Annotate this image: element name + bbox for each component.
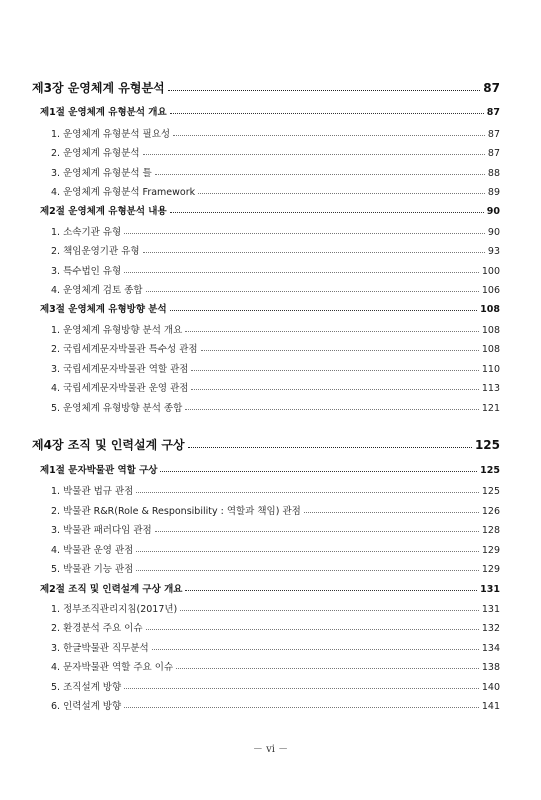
toc-item[interactable] [0,140,541,158]
item-title: 4. 문자박물관 역할 주요 이슈 [51,661,174,673]
page-number: 88 [487,167,500,179]
page-number: 87 [487,128,500,140]
dot-leader [185,590,477,591]
page-number: 125 [480,464,500,476]
page-number: 129 [481,563,500,575]
page-number: 128 [481,524,500,536]
dot-leader [170,113,484,114]
dot-leader [170,212,484,213]
toc-item[interactable] [0,258,541,276]
page-number: 113 [481,382,500,394]
item-title: 4. 국립세계문자박물관 운영 관점 [51,382,189,394]
toc-section-3-2[interactable] [0,198,541,216]
page-number: 106 [481,284,500,296]
toc-item[interactable] [0,277,541,295]
page-number: 131 [480,583,500,595]
dot-leader [188,447,472,448]
toc-item[interactable] [0,179,541,197]
toc-section-4-1[interactable] [0,457,541,475]
page-number: 87 [486,106,500,118]
toc-item[interactable] [0,654,541,672]
dot-leader [191,370,478,371]
toc-item[interactable] [0,238,541,256]
dot-leader [191,389,478,390]
dot-leader [124,233,485,234]
toc-item[interactable] [0,336,541,354]
toc-item[interactable] [0,674,541,692]
toc-item[interactable] [0,375,541,393]
dot-leader [185,331,479,332]
dot-leader [168,90,481,91]
dot-leader [160,471,477,472]
dot-leader [201,350,479,351]
dot-leader [143,252,485,253]
page-number: 129 [481,544,500,556]
dot-leader [124,688,479,689]
toc-section-3-1[interactable] [0,99,541,117]
dot-leader [180,610,479,611]
toc-section-4-2[interactable] [0,576,541,594]
page-number: 108 [481,324,500,336]
toc-item[interactable] [0,635,541,653]
item-title: 1. 운영체계 유형방향 분석 개요 [51,324,183,336]
chapter-title: 제3장 운영체계 유형분석 [32,81,165,95]
dot-leader [136,551,478,552]
page-number: 89 [487,186,500,198]
toc-chapter-3[interactable] [0,76,541,94]
dot-leader [170,310,477,311]
dot-leader [155,174,485,175]
dot-leader [155,531,479,532]
toc-section-3-3[interactable] [0,296,541,314]
toc-item[interactable] [0,121,541,139]
page-number: 87 [487,147,500,159]
item-title: 6. 인력설계 방향 [51,700,122,712]
item-title: 2. 박물관 R&R(Role & Responsibility : 역할과 책임) 관점 [51,505,301,517]
item-title: 1. 박물관 법규 관점 [51,485,134,497]
section-title: 제3절 운영체계 유형방향 분석 [40,303,167,315]
toc-item[interactable] [0,517,541,535]
item-title: 3. 한글박물관 직무분석 [51,642,149,654]
item-title: 4. 운영체계 유형분석 Framework [51,186,196,198]
section-title: 제1절 문자박물관 역할 구상 [40,464,158,476]
page-number: 138 [481,661,500,673]
page-number: 93 [487,245,500,257]
toc-item[interactable] [0,478,541,496]
chapter-title: 제4장 조직 및 인력설계 구상 [32,438,185,452]
item-title: 2. 운영체계 유형분석 [51,147,140,159]
toc-item[interactable] [0,219,541,237]
page-number: 125 [474,438,500,452]
item-title: 4. 박물관 운영 관점 [51,544,134,556]
dot-leader [136,570,478,571]
toc-chapter-4[interactable] [0,433,541,451]
dot-leader [146,629,479,630]
item-title: 5. 운영체계 유형방향 분석 종합 [51,402,183,414]
dot-leader [185,409,479,410]
toc-item[interactable] [0,556,541,574]
item-title: 1. 정부조직관리지침(2017년) [51,603,178,615]
toc-item[interactable] [0,615,541,633]
page-footer-number: － vi － [252,744,289,755]
page-number: 140 [481,681,500,693]
item-title: 2. 환경분석 주요 이슈 [51,622,143,634]
page-number: 126 [481,505,500,517]
section-title: 제2절 조직 및 인력설계 구상 개요 [40,583,183,595]
dot-leader [176,668,479,669]
dot-leader [198,193,485,194]
page-number: 131 [481,603,500,615]
dot-leader [173,135,485,136]
page-number: 100 [481,265,500,277]
page-number: 132 [481,622,500,634]
page-number: 125 [481,485,500,497]
item-title: 5. 박물관 기능 관점 [51,563,134,575]
page-number: 141 [481,700,500,712]
page-number: 110 [481,363,500,375]
item-title: 2. 국립세계문자박물관 특수성 관점 [51,343,198,355]
page-number: 108 [480,303,500,315]
toc-item[interactable] [0,537,541,555]
page-number: 134 [481,642,500,654]
dot-leader [146,291,479,292]
section-title: 제1절 운영체계 유형분석 개요 [40,106,167,118]
item-title: 2. 책임운영기관 유형 [51,245,140,257]
page-number: 87 [483,81,500,95]
dot-leader [304,512,479,513]
toc-item[interactable] [0,596,541,614]
dot-leader [124,707,479,708]
item-title: 3. 운영체계 유형분석 틀 [51,167,152,179]
item-title: 1. 소속기관 유형 [51,226,122,238]
item-title: 1. 운영체계 유형분석 필요성 [51,128,171,140]
section-title: 제2절 운영체계 유형분석 내용 [40,205,167,217]
toc-item[interactable] [0,317,541,335]
toc-item[interactable] [0,160,541,178]
page-number: 90 [487,226,500,238]
dot-leader [152,649,479,650]
page-number: 108 [481,343,500,355]
item-title: 3. 국립세계문자박물관 역할 관점 [51,363,189,375]
page-number: 90 [486,205,500,217]
toc-item[interactable] [0,356,541,374]
item-title: 5. 조직설계 방향 [51,681,122,693]
dot-leader [143,154,485,155]
toc-item[interactable] [0,693,541,711]
item-title: 3. 특수법인 유형 [51,265,122,277]
toc-item[interactable] [0,498,541,516]
page-number: 121 [481,402,500,414]
dot-leader [136,492,478,493]
toc-item[interactable] [0,395,541,413]
item-title: 4. 운영체계 검토 종합 [51,284,143,296]
dot-leader [124,272,479,273]
item-title: 3. 박물관 패러다임 관점 [51,524,152,536]
